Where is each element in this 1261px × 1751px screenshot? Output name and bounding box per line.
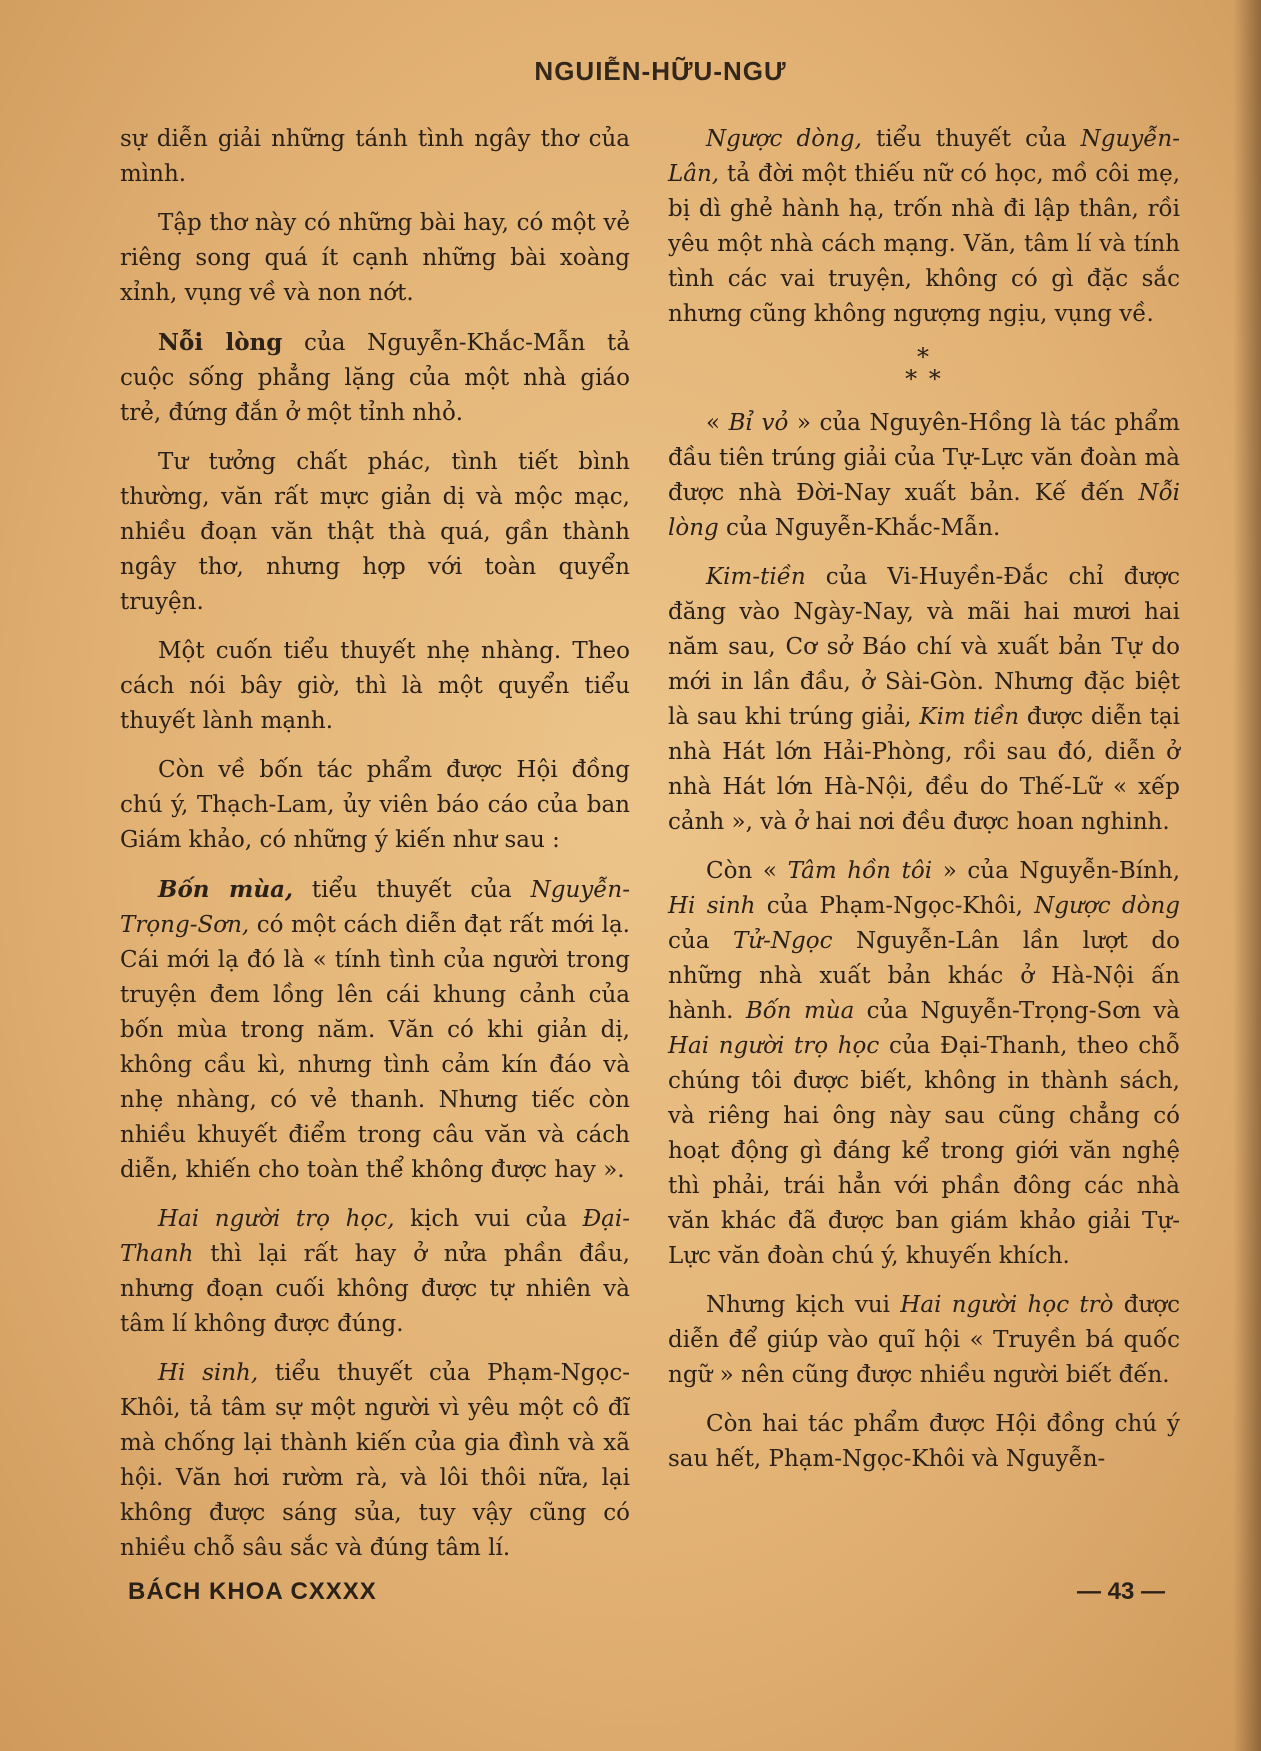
paragraph — [668, 406, 1180, 546]
text-run: có một cách diễn đạt rất mới lạ. Cái mới lạ đó là « tính tình của người trong truyện đem lồng lên cái khung cảnh của bốn mùa trong năm. Văn có khi giản dị, không cầu kì, nhưng tình cảm kín đáo và nhẹ nhàng, có vẻ thanh. Nhưng tiếc còn nhiều khuyết điểm trong câu văn và cách diễn, khiến cho toàn thể không được hay ». — [120, 912, 630, 1183]
book-title: Tâm hồn tôi — [787, 858, 933, 884]
author-name: Nguyễn-Lân, — [668, 126, 1180, 187]
book-title: Kim-tiền — [706, 564, 806, 590]
paragraph — [668, 122, 1180, 332]
text-run: của Nguyễn-Khắc-Mẫn tả cuộc sống phẳng lặng của một nhà giáo trẻ, đứng đắn ở một tỉnh nhỏ. — [120, 330, 630, 426]
author-name: Nguyễn-Trọng-Sơn, — [120, 877, 630, 938]
paragraph — [120, 872, 630, 1188]
divider-stars-bottom: * * — [905, 365, 943, 393]
paragraph: sự diễn giải những tánh tình ngây thơ của mình. — [120, 126, 630, 187]
paragraph: Một cuốn tiểu thuyết nhẹ nhàng. Theo cách nói bây giờ, thì là một quyển tiểu thuyết lành mạnh. — [120, 638, 630, 734]
book-title: Bỉ vỏ — [728, 410, 789, 436]
page-number: — 43 — — [1076, 1578, 1165, 1605]
book-title: Kim tiền — [919, 704, 1020, 730]
book-title: Hi sinh — [668, 893, 756, 919]
text-run: của Vi-Huyền-Đắc chỉ được đăng vào Ngày-Nay, và mãi hai mươi hai năm sau, Cơ sở Báo chí và xuất bản Tự do mới in lần đầu, ở Sài-Gòn. Nhưng đặc biệt là sau khi trúng giải, — [668, 564, 1180, 730]
magazine-footer-title: BÁCH KHOA CXXXX — [128, 1578, 377, 1605]
text-run: thì lại rất hay ở nửa phần đầu, nhưng đoạn cuối không được tự nhiên và tâm lí không được đúng. — [120, 1241, 630, 1337]
text-run: tiểu thuyết của — [861, 126, 1081, 152]
page-header: NGUIỄN-HỮU-NGƯ — [534, 56, 787, 86]
author-name: Đại-Thanh — [120, 1206, 630, 1267]
section-divider — [668, 343, 1180, 393]
book-title: Nỗi lòng — [158, 329, 283, 356]
paragraph: Tập thơ này có những bài hay, có một vẻ riêng song quá ít cạnh những bài xoàng xỉnh, vụng về và non nớt. — [120, 210, 630, 306]
divider-star-top: * — [917, 343, 931, 371]
paragraph: Còn về bốn tác phẩm được Hội đồng chú ý, Thạch-Lam, ủy viên báo cáo của ban Giám khảo, có những ý kiến như sau : — [120, 757, 630, 853]
book-title: Ngược dòng — [1034, 893, 1181, 919]
text-run: » của Nguyễn-Bính, — [932, 858, 1181, 884]
paragraph: Tư tưởng chất phác, tình tiết bình thường, văn rất mực giản dị và mộc mạc, nhiều đoạn văn thật thà quá, gần thành ngây thơ, nhưng hợp với toàn quyển truyện. — [120, 449, 630, 615]
paragraph — [668, 1288, 1180, 1393]
text-run: tiểu thuyết của — [293, 877, 531, 903]
text-run: » của Nguyên-Hồng là tác phẩm đầu tiên trúng giải của Tự-Lực văn đoàn mà được nhà Đời-Nay xuất bản. Kế đến — [668, 410, 1180, 506]
text-run: Còn « — [706, 858, 788, 884]
book-title: Bốn mùa, — [158, 876, 294, 903]
book-title: Ngược dòng, — [706, 126, 862, 152]
paragraph — [120, 1202, 630, 1342]
text-run: được diễn tại nhà Hát lớn Hải-Phòng, rồi sau đó, diễn ở nhà Hát lớn Hà-Nội, đều do Thế-Lữ « xếp cảnh », và ở hai nơi đều được hoan nghinh. — [668, 704, 1180, 835]
text-run: được diễn để giúp vào quĩ hội « Truyền bá quốc ngữ » nên cũng được nhiều người biết đến. — [668, 1292, 1180, 1388]
text-run: của Phạm-Ngọc-Khôi, — [755, 893, 1035, 919]
author-name: Tử-Ngọc — [732, 928, 833, 954]
book-title: Nỗi lòng — [668, 480, 1180, 541]
book-title: Hai người trọ học — [668, 1033, 880, 1059]
text-run: kịch vui của — [394, 1206, 583, 1232]
book-title: Bốn mùa — [745, 998, 855, 1024]
book-title: Hai người trọ học, — [158, 1206, 395, 1232]
text-run: Nguyễn-Lân lần lượt do những nhà xuất bản khác ở Hà-Nội ấn hành. — [668, 928, 1180, 1024]
text-run: của Nguyễn-Khắc-Mẫn. — [718, 515, 1001, 541]
paragraph — [668, 854, 1180, 1274]
text-run: « — [706, 410, 729, 436]
text-run: của Đại-Thanh, theo chỗ chúng tôi được biết, không in thành sách, và riêng hai ông này sau cũng chẳng có hoạt động gì đáng kể trong giới văn nghệ thì phải, trái hẳn với phần đông các nhà văn khác đã được ban giám khảo giải Tự-Lực văn đoàn chú ý, khuyến khích. — [668, 1033, 1180, 1269]
text-run: tiểu thuyết của Phạm-Ngọc-Khôi, tả tâm sự một người vì yêu một cô đĩ mà chống lại thành kiến của gia đình và xã hội. Văn hơi rườm rà, và lôi thôi nữa, lại không được sáng sủa, tuy vậy cũng có nhiều chỗ sâu sắc và đúng tâm lí. — [120, 1360, 630, 1561]
text-run: tả đời một thiếu nữ có học, mồ côi mẹ, bị dì ghẻ hành hạ, trốn nhà đi lập thân, rồi yêu một nhà cách mạng. Văn, tâm lí và tính tình các vai truyện, không có gì đặc sắc nhưng cũng không ngượng ngịu, vụng về. — [668, 161, 1180, 327]
book-title: Hi sinh, — [158, 1360, 259, 1386]
page-edge-shadow — [1233, 0, 1261, 1751]
text-run: của Nguyễn-Trọng-Sơn và — [854, 998, 1180, 1024]
text-run: của — [668, 928, 733, 954]
right-column — [668, 122, 1180, 1491]
text-run: Nhưng kịch vui — [706, 1292, 901, 1318]
book-title: Hai người học trò — [900, 1292, 1114, 1318]
left-column — [120, 122, 630, 1580]
paragraph — [668, 560, 1180, 840]
paragraph: Còn hai tác phẩm được Hội đồng chú ý sau hết, Phạm-Ngọc-Khôi và Nguyễn- — [668, 1411, 1180, 1472]
paragraph — [120, 325, 630, 431]
paragraph — [120, 1356, 630, 1566]
